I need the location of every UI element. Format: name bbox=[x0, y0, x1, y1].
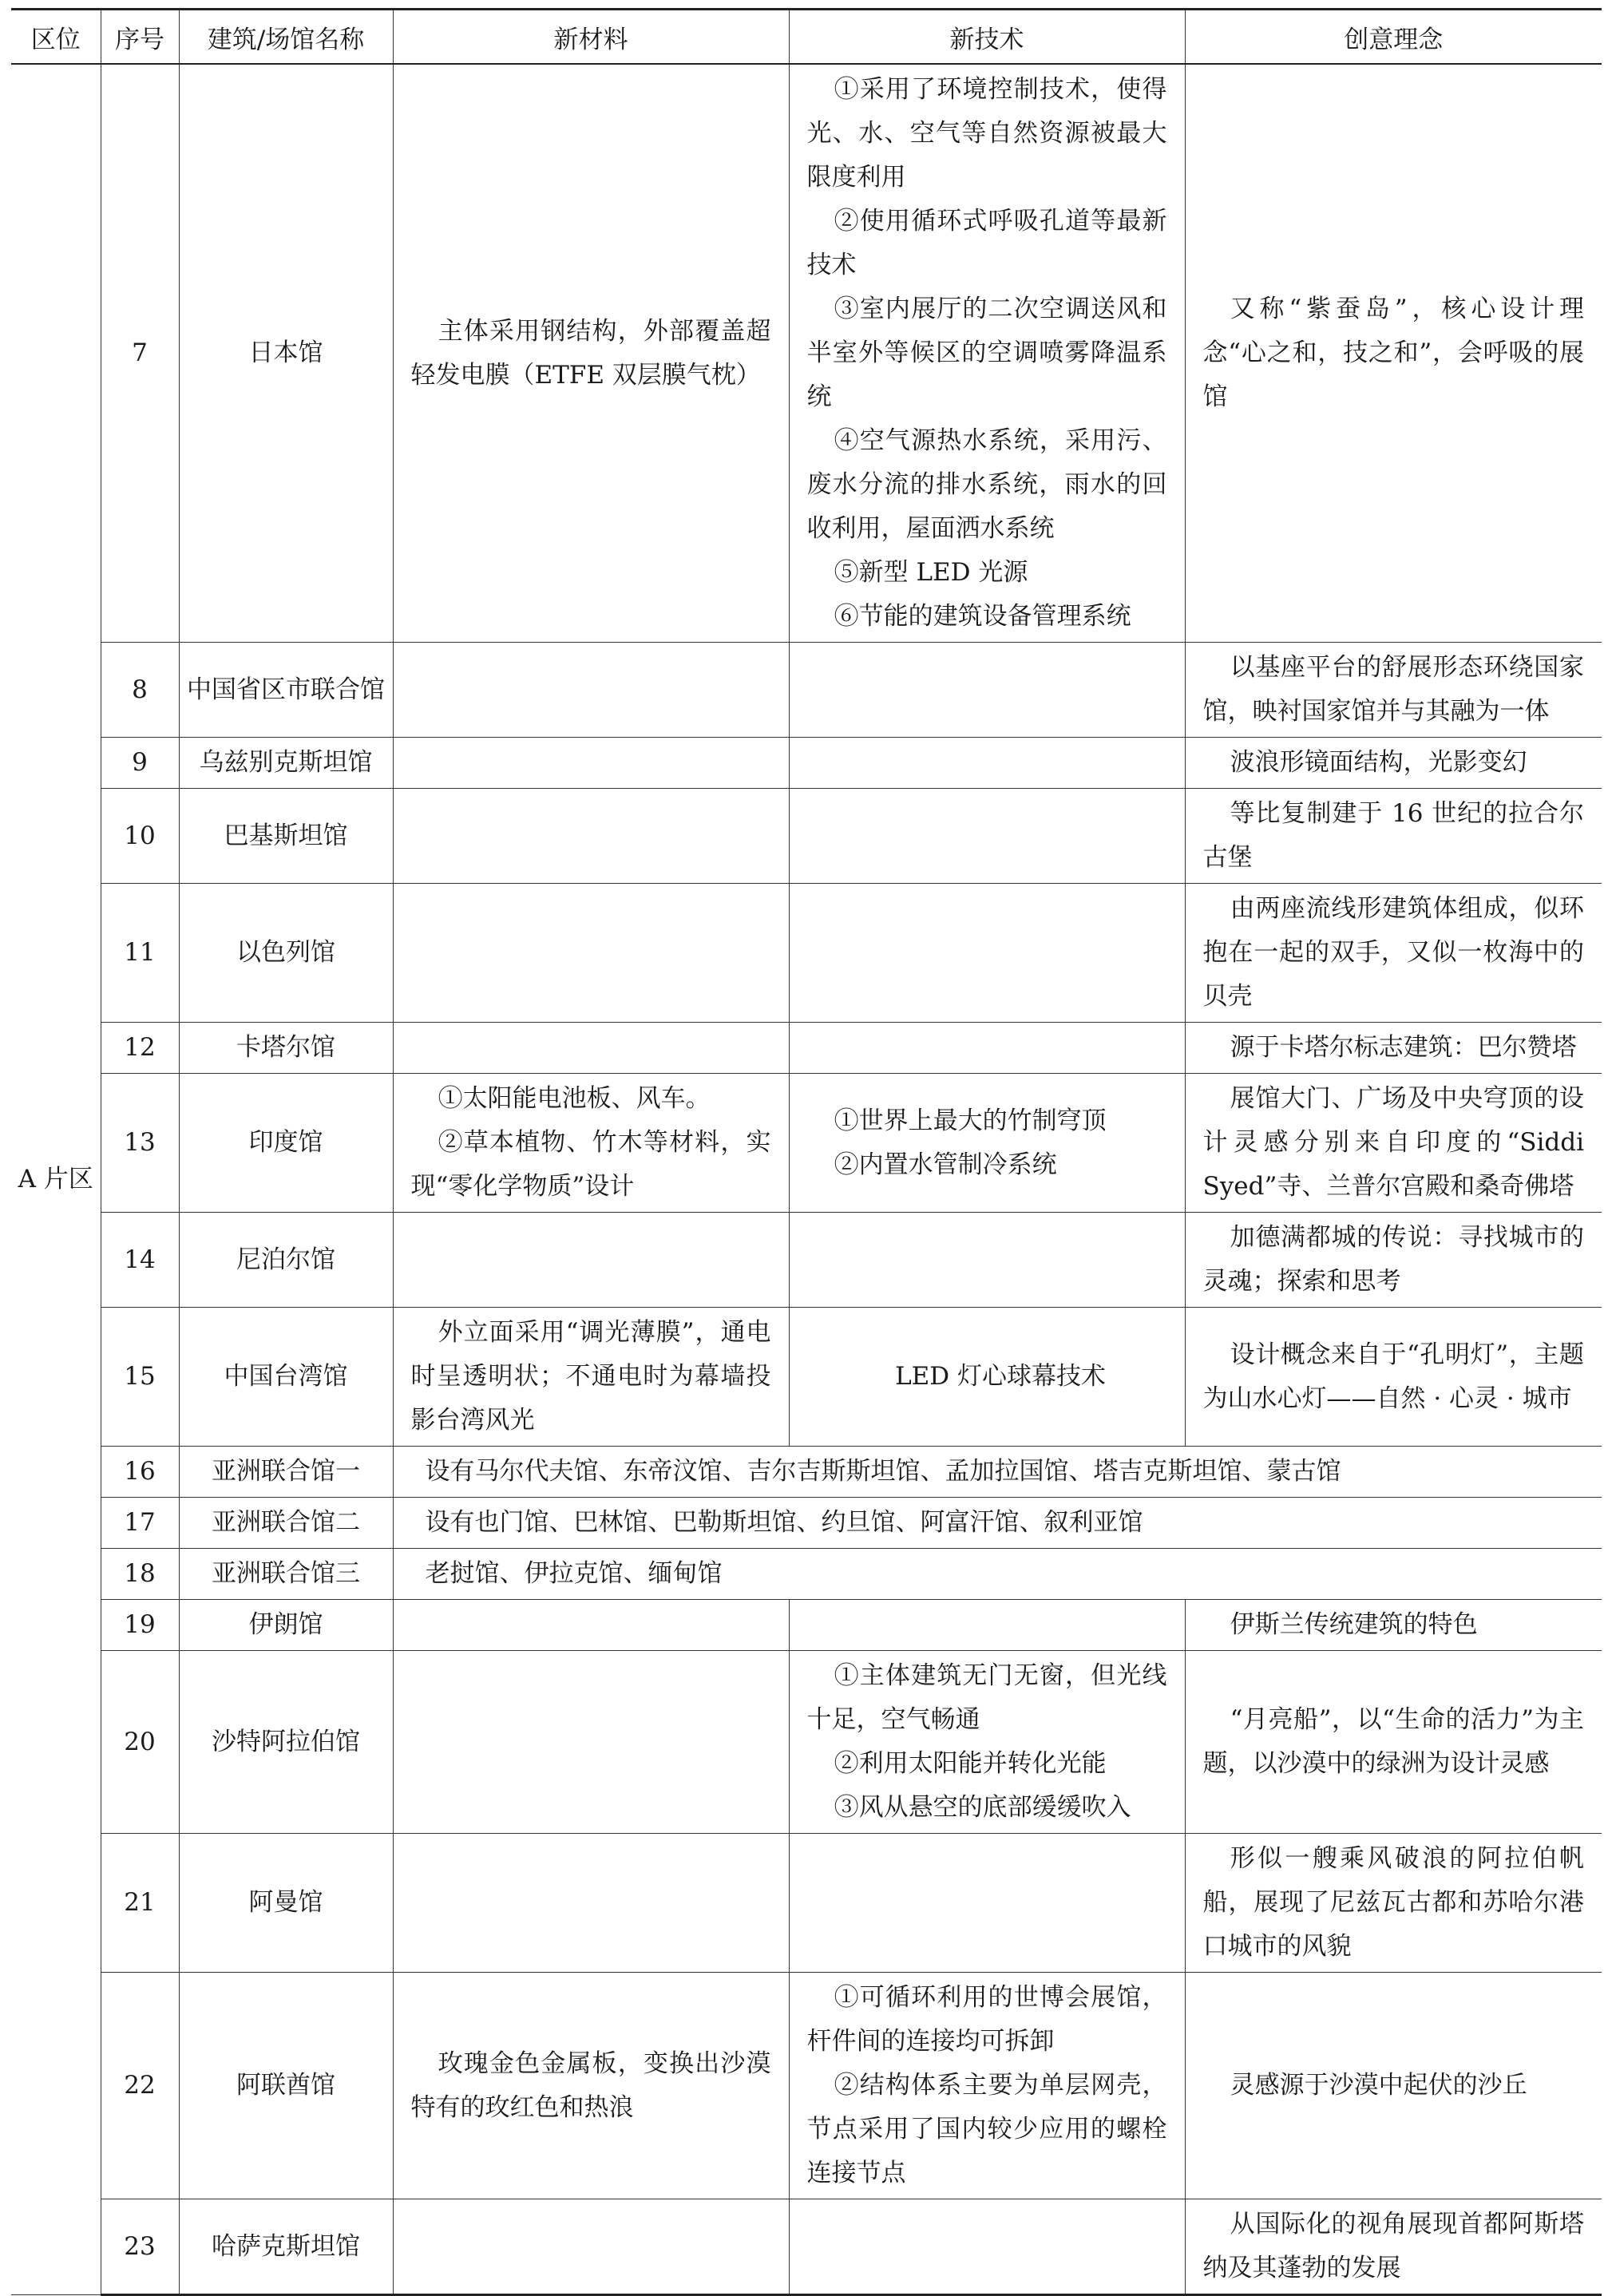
new-technology-line: ①可循环利用的世博会展馆，杆件间的连接均可拆卸 bbox=[806, 1983, 1167, 2056]
new-technology-cell bbox=[789, 1600, 1185, 1651]
new-material-cell bbox=[393, 1308, 789, 1447]
document-page bbox=[11, 8, 1602, 2296]
table-row bbox=[11, 1498, 1602, 1549]
pavilion-name: 阿曼馆 bbox=[179, 1834, 393, 1973]
creative-concept-line: 加德满都城的传说：寻找城市的灵魂；探索和思考 bbox=[1202, 1223, 1584, 1296]
row-number: 19 bbox=[101, 1600, 179, 1651]
creative-concept-cell bbox=[1185, 643, 1602, 738]
creative-concept-cell bbox=[1185, 1074, 1602, 1213]
pavilion-name: 乌兹别克斯坦馆 bbox=[179, 738, 393, 789]
row-number: 22 bbox=[101, 1973, 179, 2199]
creative-concept-cell bbox=[1185, 789, 1602, 884]
pavilion-name: 亚洲联合馆二 bbox=[179, 1498, 393, 1549]
creative-concept-cell bbox=[1185, 1600, 1602, 1651]
pavilion-name: 中国省区市联合馆 bbox=[179, 643, 393, 738]
new-material-line: 外立面采用“调光薄膜”，通电时呈透明状；不通电时为幕墙投影台湾风光 bbox=[410, 1318, 771, 1435]
row-number: 13 bbox=[101, 1074, 179, 1213]
table-row bbox=[11, 738, 1602, 789]
creative-concept-cell bbox=[1185, 2199, 1602, 2295]
creative-concept-line: 源于卡塔尔标志建筑：巴尔赞塔 bbox=[1230, 1033, 1577, 1062]
header-material: 新材料 bbox=[393, 10, 789, 65]
new-material-cell bbox=[393, 1834, 789, 1973]
new-technology-cell bbox=[789, 789, 1185, 884]
creative-concept-line: 从国际化的视角展现首都阿斯塔纳及其蓬勃的发展 bbox=[1202, 2210, 1584, 2282]
new-technology-line: ③风从悬空的底部缓缓吹入 bbox=[834, 1793, 1131, 1822]
creative-concept-line: 形似一艘乘风破浪的阿拉伯帆船，展现了尼兹瓦古都和苏哈尔港口城市的风貌 bbox=[1202, 1844, 1584, 1961]
pavilion-name: 伊朗馆 bbox=[179, 1600, 393, 1651]
new-technology-cell bbox=[789, 1308, 1185, 1447]
header-number: 序号 bbox=[101, 10, 179, 65]
new-technology-cell bbox=[789, 1023, 1185, 1074]
creative-concept-cell bbox=[1185, 1651, 1602, 1834]
joint-pavilion-members: 老挝馆、伊拉克馆、缅甸馆 bbox=[393, 1549, 1602, 1600]
new-material-line: 主体采用钢结构，外部覆盖超轻发电膜（ETFE 双层膜气枕） bbox=[410, 316, 771, 390]
new-technology-line: ②利用太阳能并转化光能 bbox=[834, 1749, 1107, 1778]
pavilion-name: 亚洲联合馆三 bbox=[179, 1549, 393, 1600]
table-row bbox=[11, 1023, 1602, 1074]
new-technology-cell bbox=[789, 1213, 1185, 1308]
table-row bbox=[11, 1074, 1602, 1213]
new-material-cell bbox=[393, 1074, 789, 1213]
new-material-cell bbox=[393, 1600, 789, 1651]
new-technology-line: ②内置水管制冷系统 bbox=[834, 1150, 1057, 1179]
joint-pavilion-members: 设有也门馆、巴林馆、巴勒斯坦馆、约旦馆、阿富汗馆、叙利亚馆 bbox=[393, 1498, 1602, 1549]
header-row bbox=[11, 10, 1602, 65]
new-technology-line: ②结构体系主要为单层网壳，节点采用了国内较少应用的螺栓连接节点 bbox=[806, 2071, 1167, 2187]
pavilion-name: 中国台湾馆 bbox=[179, 1308, 393, 1447]
creative-concept-line: 以基座平台的舒展形态环绕国家馆，映衬国家馆并与其融为一体 bbox=[1202, 653, 1584, 726]
creative-concept-cell bbox=[1185, 1023, 1602, 1074]
pavilion-name: 哈萨克斯坦馆 bbox=[179, 2199, 393, 2295]
new-material-cell bbox=[393, 1213, 789, 1308]
header-concept: 创意理念 bbox=[1185, 10, 1602, 65]
pavilion-name: 亚洲联合馆一 bbox=[179, 1447, 393, 1498]
pavilion-name: 印度馆 bbox=[179, 1074, 393, 1213]
creative-concept-line: 伊斯兰传统建筑的特色 bbox=[1230, 1610, 1478, 1639]
joint-pavilion-members: 设有马尔代夫馆、东帝汶馆、吉尔吉斯斯坦馆、孟加拉国馆、塔吉克斯坦馆、蒙古馆 bbox=[393, 1447, 1602, 1498]
creative-concept-line: 波浪形镜面结构，光影变幻 bbox=[1230, 748, 1527, 777]
table-row bbox=[11, 1213, 1602, 1308]
new-technology-line: ⑥节能的建筑设备管理系统 bbox=[834, 602, 1131, 631]
new-technology-cell bbox=[789, 884, 1185, 1023]
new-technology-cell bbox=[789, 1651, 1185, 1834]
new-technology-cell bbox=[789, 2199, 1185, 2295]
zone-cell: A 片区 bbox=[11, 64, 101, 2295]
pavilion-name: 日本馆 bbox=[179, 64, 393, 643]
table-body bbox=[11, 64, 1602, 2295]
table-row bbox=[11, 64, 1602, 643]
creative-concept-cell bbox=[1185, 1834, 1602, 1973]
pavilion-name: 以色列馆 bbox=[179, 884, 393, 1023]
table-row bbox=[11, 884, 1602, 1023]
new-technology-cell bbox=[789, 643, 1185, 738]
table-row bbox=[11, 1308, 1602, 1447]
table-row bbox=[11, 789, 1602, 884]
creative-concept-cell bbox=[1185, 738, 1602, 789]
new-technology-line: ①采用了环境控制技术，使得光、水、空气等自然资源被最大限度利用 bbox=[806, 75, 1167, 192]
new-technology-line: ②使用循环式呼吸孔道等最新技术 bbox=[806, 207, 1167, 279]
creative-concept-line: 设计概念来自于“孔明灯”，主题为山水心灯——自然 · 心灵 · 城市 bbox=[1202, 1340, 1584, 1413]
creative-concept-cell bbox=[1185, 1213, 1602, 1308]
creative-concept-line: 灵感源于沙漠中起伏的沙丘 bbox=[1230, 2071, 1527, 2100]
new-technology-cell bbox=[789, 1074, 1185, 1213]
new-material-cell bbox=[393, 2199, 789, 2295]
new-technology-cell bbox=[789, 64, 1185, 643]
expo-pavilion-table bbox=[11, 8, 1602, 2296]
new-technology-line: ①主体建筑无门无窗，但光线十足，空气畅通 bbox=[806, 1661, 1167, 1734]
new-technology-line: LED 灯心球幕技术 bbox=[895, 1362, 1107, 1391]
creative-concept-cell bbox=[1185, 1973, 1602, 2199]
row-number: 18 bbox=[101, 1549, 179, 1600]
new-technology-cell bbox=[789, 738, 1185, 789]
new-technology-cell bbox=[789, 1973, 1185, 2199]
table-row bbox=[11, 1549, 1602, 1600]
pavilion-name: 尼泊尔馆 bbox=[179, 1213, 393, 1308]
creative-concept-cell bbox=[1185, 64, 1602, 643]
creative-concept-line: 等比复制建于 16 世纪的拉合尔古堡 bbox=[1202, 799, 1584, 872]
row-number: 12 bbox=[101, 1023, 179, 1074]
new-material-line: 玫瑰金色金属板，变换出沙漠特有的玫红色和热浪 bbox=[410, 2049, 771, 2122]
row-number: 10 bbox=[101, 789, 179, 884]
new-material-cell bbox=[393, 884, 789, 1023]
header-technology: 新技术 bbox=[789, 10, 1185, 65]
pavilion-name: 阿联酋馆 bbox=[179, 1973, 393, 2199]
pavilion-name: 巴基斯坦馆 bbox=[179, 789, 393, 884]
row-number: 23 bbox=[101, 2199, 179, 2295]
creative-concept-line: 由两座流线形建筑体组成，似环抱在一起的双手，又似一枚海中的贝壳 bbox=[1202, 894, 1584, 1011]
table-row bbox=[11, 643, 1602, 738]
new-material-cell bbox=[393, 738, 789, 789]
row-number: 9 bbox=[101, 738, 179, 789]
new-material-line: ②草本植物、竹木等材料，实现“零化学物质”设计 bbox=[410, 1128, 771, 1201]
row-number: 21 bbox=[101, 1834, 179, 1973]
new-material-cell bbox=[393, 789, 789, 884]
table-row bbox=[11, 1447, 1602, 1498]
row-number: 8 bbox=[101, 643, 179, 738]
row-number: 16 bbox=[101, 1447, 179, 1498]
row-number: 14 bbox=[101, 1213, 179, 1308]
row-number: 11 bbox=[101, 884, 179, 1023]
new-technology-cell bbox=[789, 1834, 1185, 1973]
new-material-cell bbox=[393, 643, 789, 738]
row-number: 15 bbox=[101, 1308, 179, 1447]
new-material-cell bbox=[393, 64, 789, 643]
header-zone: 区位 bbox=[11, 10, 101, 65]
pavilion-name: 沙特阿拉伯馆 bbox=[179, 1651, 393, 1834]
creative-concept-cell bbox=[1185, 884, 1602, 1023]
new-technology-line: ①世界上最大的竹制穹顶 bbox=[834, 1106, 1107, 1135]
table-row bbox=[11, 2199, 1602, 2295]
row-number: 17 bbox=[101, 1498, 179, 1549]
table-row bbox=[11, 1834, 1602, 1973]
new-technology-line: ④空气源热水系统，采用污、废水分流的排水系统，雨水的回收利用，屋面洒水系统 bbox=[806, 426, 1167, 543]
pavilion-name: 卡塔尔馆 bbox=[179, 1023, 393, 1074]
new-material-line: ①太阳能电池板、风车。 bbox=[438, 1084, 711, 1113]
new-technology-line: ③室内展厅的二次空调送风和半室外等候区的空调喷雾降温系统 bbox=[806, 295, 1167, 411]
creative-concept-line: 又称“紫蚕岛”，核心设计理念“心之和，技之和”，会呼吸的展馆 bbox=[1202, 295, 1584, 411]
table-row bbox=[11, 1651, 1602, 1834]
row-number: 7 bbox=[101, 64, 179, 643]
new-technology-line: ⑤新型 LED 光源 bbox=[834, 558, 1028, 587]
table-row bbox=[11, 1600, 1602, 1651]
header-name: 建筑/场馆名称 bbox=[179, 10, 393, 65]
new-material-cell bbox=[393, 1973, 789, 2199]
creative-concept-line: “月亮船”，以“生命的活力”为主题，以沙漠中的绿洲为设计灵感 bbox=[1202, 1705, 1584, 1778]
new-material-cell bbox=[393, 1023, 789, 1074]
row-number: 20 bbox=[101, 1651, 179, 1834]
new-material-cell bbox=[393, 1651, 789, 1834]
creative-concept-cell bbox=[1185, 1308, 1602, 1447]
table-row bbox=[11, 1973, 1602, 2199]
creative-concept-line: 展馆大门、广场及中央穹顶的设计灵感分别来自印度的“Siddi Syed”寺、兰普尔宫殿和桑奇佛塔 bbox=[1202, 1084, 1584, 1201]
